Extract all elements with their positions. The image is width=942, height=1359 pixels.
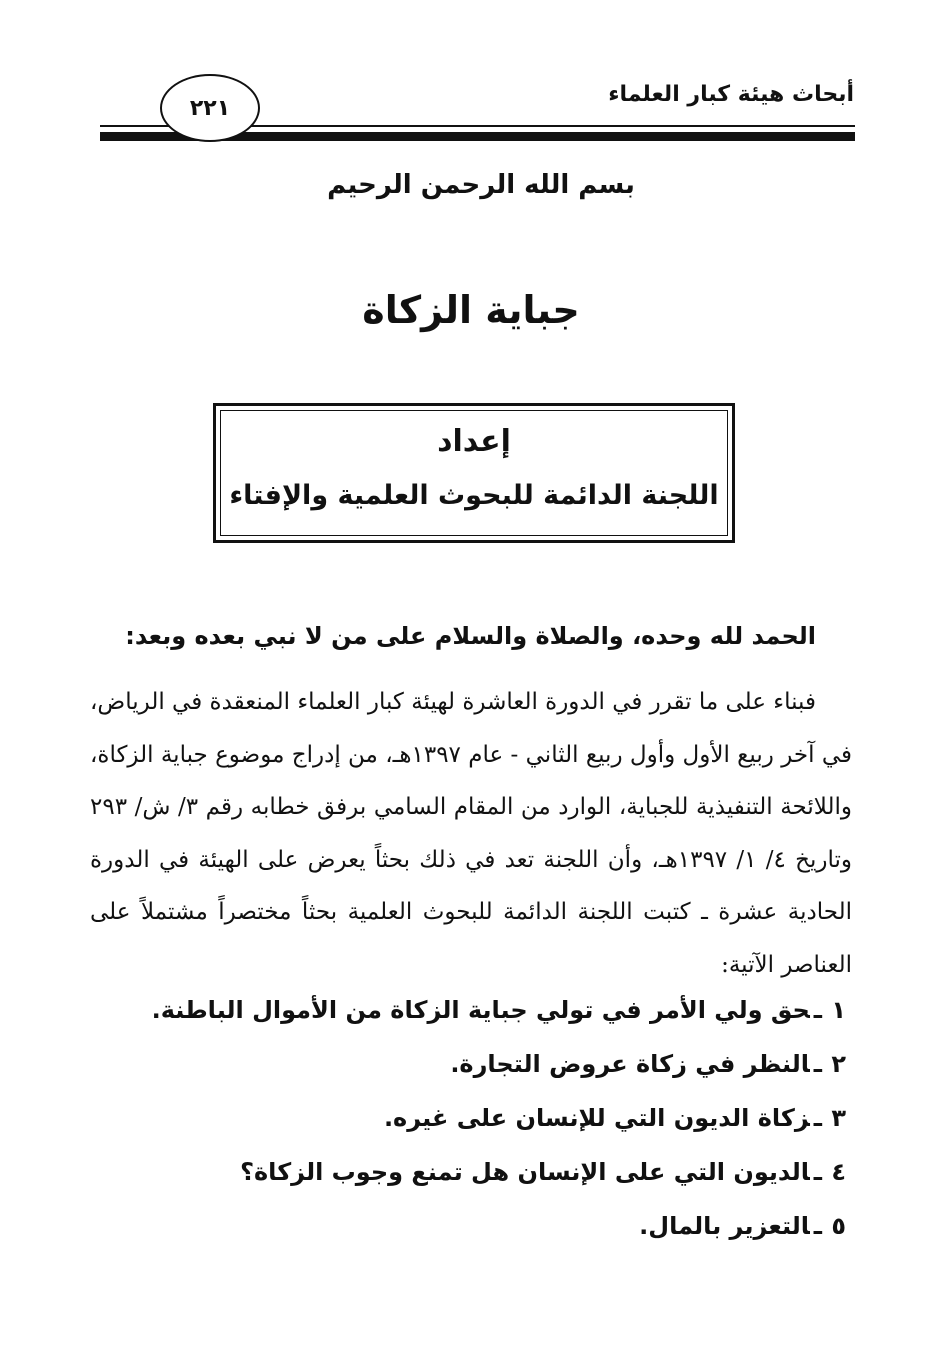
basmala: بسم الله الرحمن الرحيم (327, 170, 635, 200)
committee-name: اللجنة الدائمة للبحوث العلمية والإفتاء (229, 480, 719, 511)
page-number-badge (160, 74, 260, 142)
page-number: ٢٢١ (189, 95, 231, 121)
elements-list (152, 988, 846, 1258)
preparation-box (213, 403, 735, 543)
body-paragraph: فبناء على ما تقرر في الدورة العاشرة لهيئة كبار العلماء المنعقدة في الرياض، في آخر ربيع الأول وأول ربيع الثاني - عام ١٣٩٧هـ، من إدراج موضوع جباية الزكاة، واللائحة التنفيذية للجباية، الوارد من المقام السامي برفق خطابه رقم ٣/ ش/ ٢٩٣ وتاريخ ٤/ ١/ ١٣٩٧هـ، وأن اللجنة تعد في ذلك بحثاً يعرض على الهيئة في الدورة الحادية عشرة ـ كتبت اللجنة الدائمة للبحوث العلمية بحثاً مختصراً مشتملاً على العناصر الآتية: (90, 689, 852, 978)
list-item-number: ٣ (831, 1104, 846, 1132)
page-title: جباية الزكاة (362, 288, 580, 332)
list-item-number: ٥ (831, 1212, 846, 1240)
list-item-text: التعزير بالمال. (639, 1212, 810, 1240)
list-item-text: النظر في زكاة عروض التجارة. (450, 1050, 810, 1078)
list-item: ٢ـالنظر في زكاة عروض التجارة. (152, 1042, 846, 1096)
list-item-text: حق ولي الأمر في تولي جباية الزكاة من الأموال الباطنة. (151, 996, 810, 1024)
list-item-text: زكاة الديون التي للإنسان على غيره. (383, 1104, 810, 1132)
list-item-number: ٢ (831, 1050, 846, 1078)
opening-line: الحمد لله وحده، والصلاة والسلام على من لا نبي بعده وبعد: (125, 622, 816, 650)
list-item-number: ٤ (831, 1158, 846, 1186)
list-item: ١ـحق ولي الأمر في تولي جباية الزكاة من الأموال الباطنة. (152, 988, 846, 1042)
running-header-title: أبحاث هيئة كبار العلماء (608, 82, 854, 107)
list-item: ٤ـالديون التي على الإنسان هل تمنع وجوب الزكاة؟ (152, 1150, 846, 1204)
list-item-text: الديون التي على الإنسان هل تمنع وجوب الزكاة؟ (240, 1158, 810, 1186)
list-item-number: ١ (831, 996, 846, 1024)
list-item: ٣ـزكاة الديون التي للإنسان على غيره. (152, 1096, 846, 1150)
list-item: ٥ـالتعزير بالمال. (152, 1204, 846, 1258)
preparation-label: إعداد (437, 424, 511, 459)
